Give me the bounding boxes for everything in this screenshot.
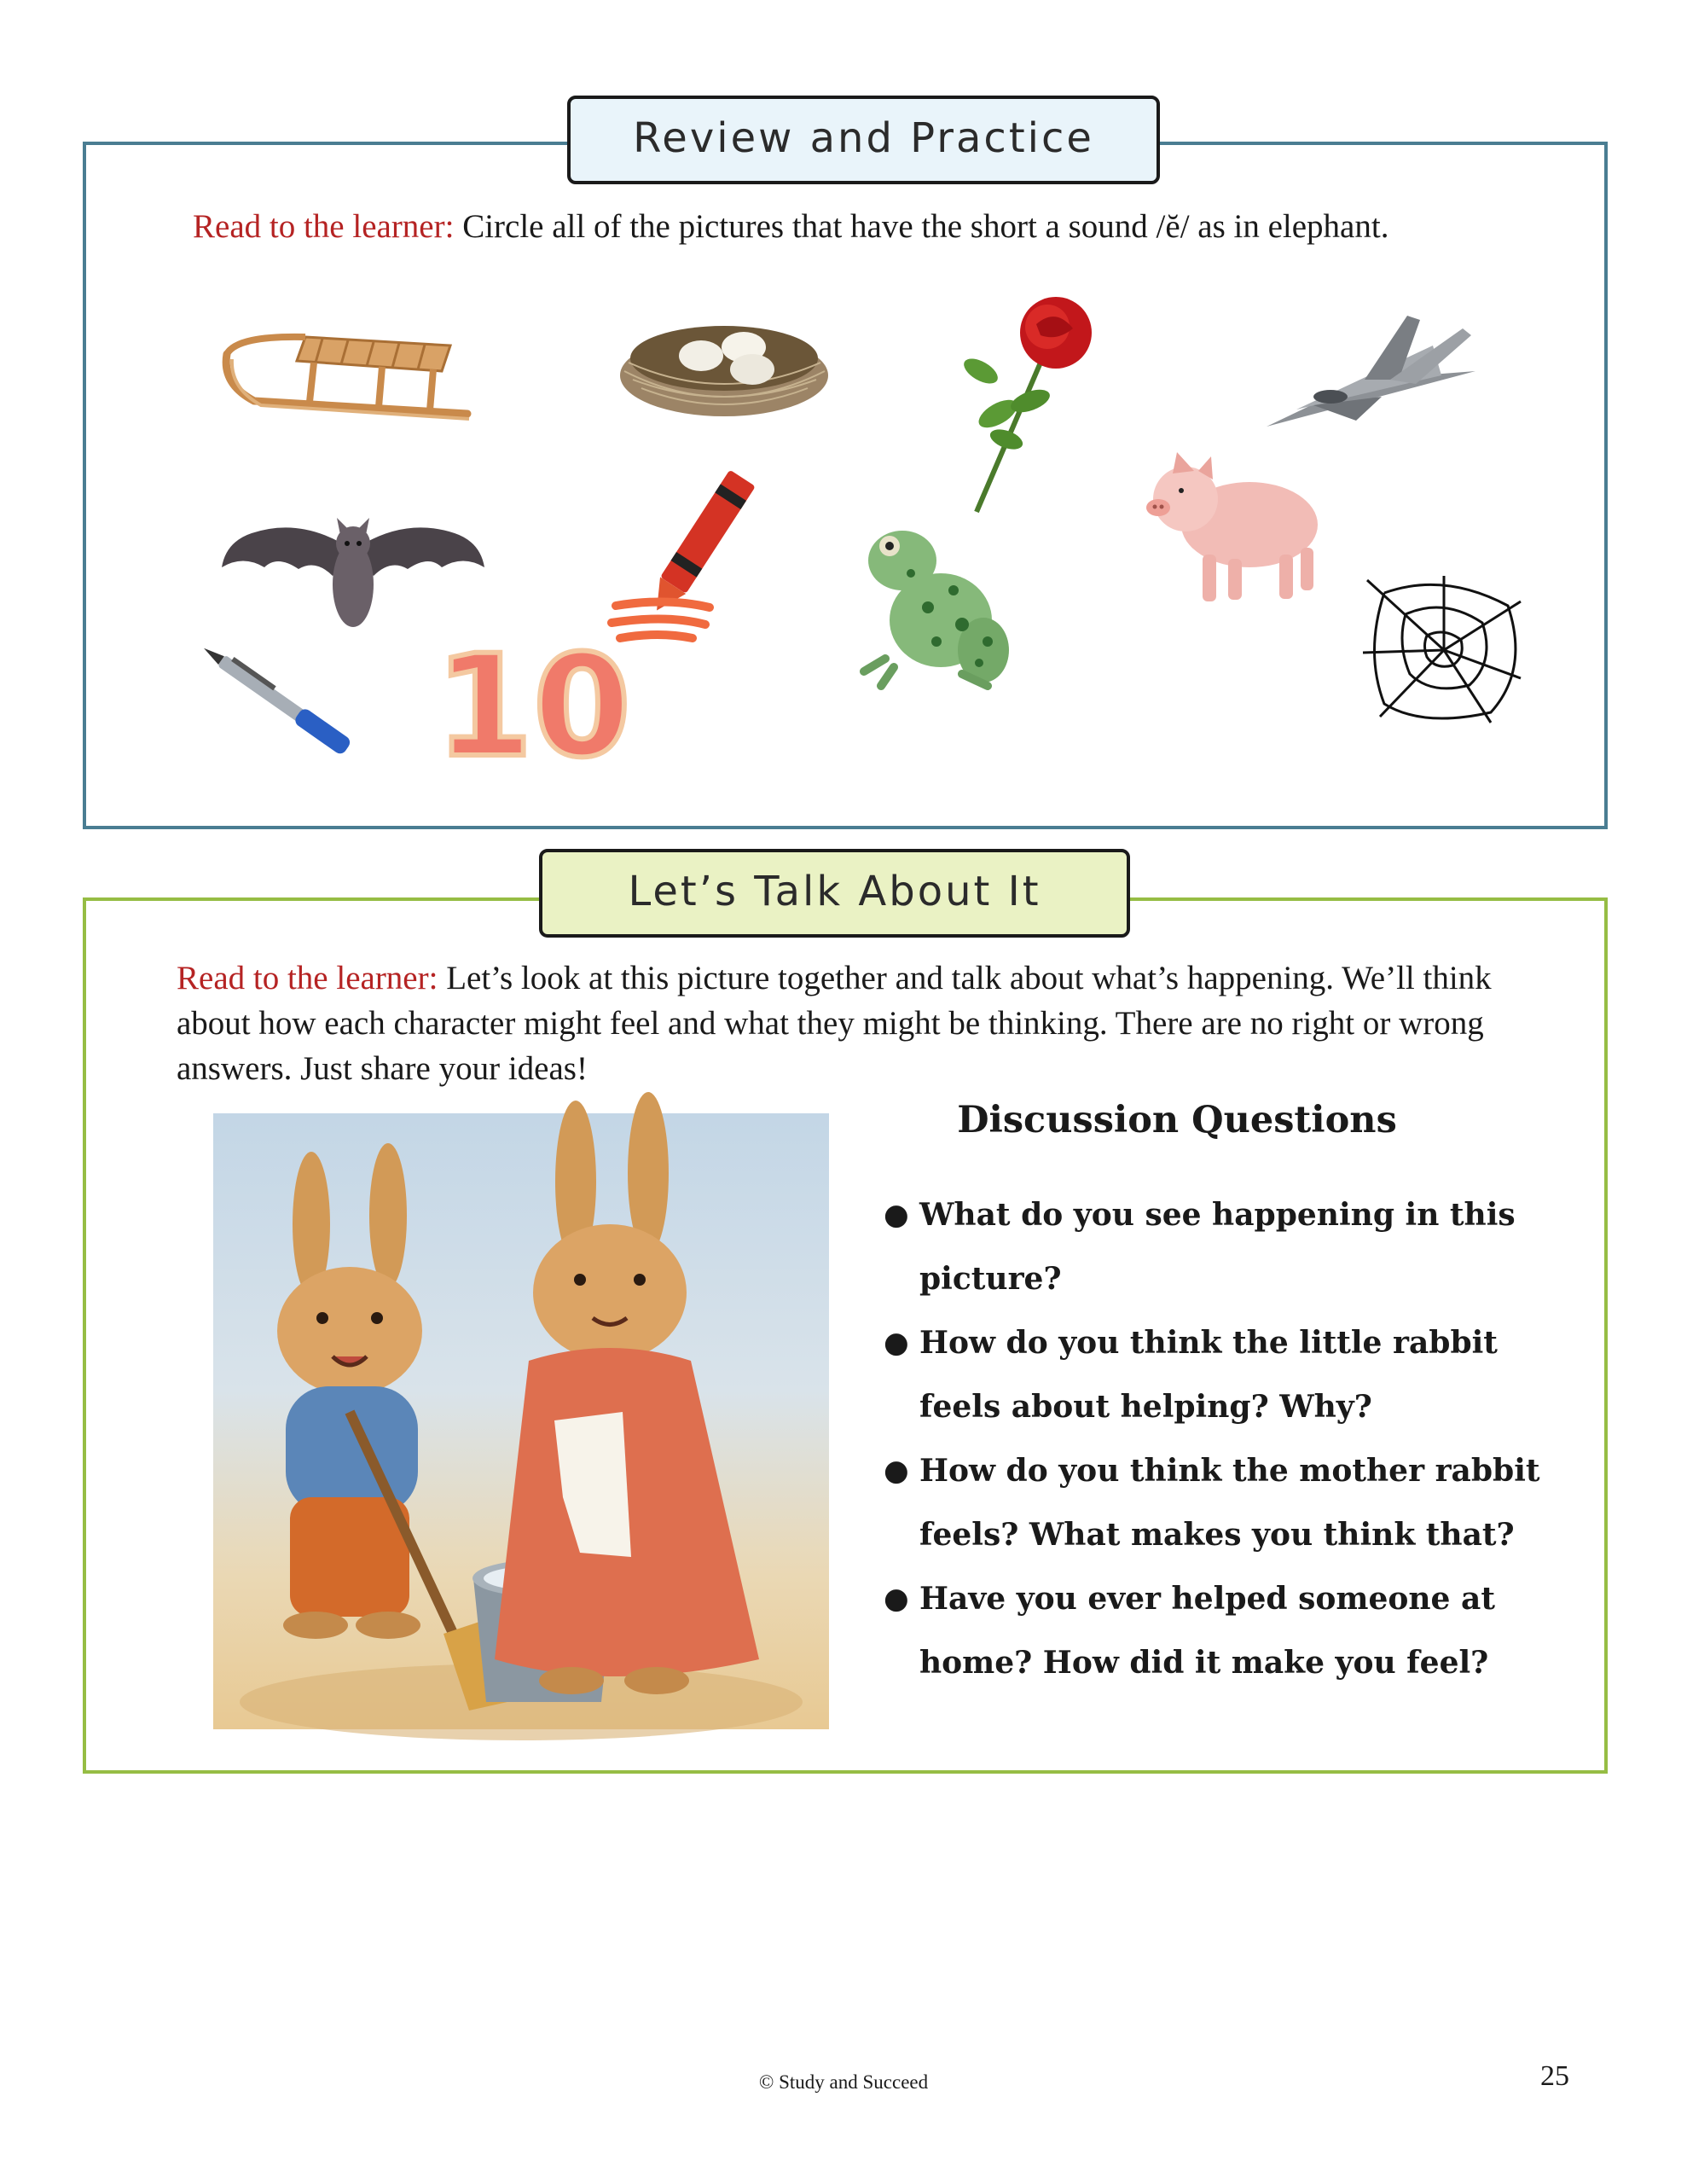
- nest-icon[interactable]: [616, 294, 833, 422]
- instruction-lead: Read to the learner:: [177, 960, 438, 996]
- bat-icon[interactable]: [217, 516, 489, 634]
- sled-icon[interactable]: [220, 320, 484, 435]
- jet-icon[interactable]: [1262, 311, 1480, 429]
- question-text: Have you ever helped someone at home? How did it make you feel?: [919, 1581, 1495, 1681]
- review-practice-header: Review and Practice: [567, 96, 1160, 184]
- instruction-lead: Read to the learner:: [193, 208, 455, 245]
- review-instruction: [193, 204, 1557, 249]
- question-text: What do you see happening in this picture?: [919, 1197, 1516, 1297]
- rabbits-illustration: [213, 1113, 829, 1729]
- talk-instruction: [177, 956, 1541, 1091]
- list-item: [878, 1567, 1552, 1695]
- number-ten-label: 10: [435, 624, 631, 788]
- pen-icon[interactable]: [192, 640, 358, 759]
- crayon-icon[interactable]: [607, 461, 742, 644]
- page-number: 25: [1540, 2060, 1569, 2092]
- list-item: [878, 1183, 1552, 1311]
- talk-about-it-header: Let’s Talk About It: [539, 849, 1130, 938]
- question-text: How do you think the little rabbit feels about helping? Why?: [919, 1325, 1498, 1425]
- number-ten: [435, 624, 631, 788]
- instruction-text: Let’s look at this picture together and talk about what’s happening. We’ll think about how each character might feel and what they might be thinking. There are no right or wrong answers. Just share your ideas!: [177, 960, 1492, 1087]
- footer-copyright: © Study and Succeed: [758, 2071, 929, 2093]
- discussion-question-list: [878, 1183, 1552, 1695]
- discussion-questions-title: Discussion Questions: [957, 1099, 1397, 1141]
- bullet-icon: ●: [884, 1582, 909, 1616]
- bullet-icon: ●: [884, 1198, 909, 1232]
- instruction-text: Circle all of the pictures that have the short a sound /ĕ/ as in elephant.: [454, 208, 1389, 245]
- bullet-icon: ●: [884, 1454, 909, 1488]
- list-item: [878, 1311, 1552, 1439]
- rose-icon[interactable]: [955, 294, 1113, 516]
- bullet-icon: ●: [884, 1326, 909, 1360]
- frog-icon[interactable]: [860, 522, 1010, 688]
- web-icon[interactable]: [1363, 576, 1525, 725]
- question-text: How do you think the mother rabbit feels? What makes you think that?: [919, 1453, 1540, 1553]
- list-item: [878, 1439, 1552, 1567]
- pig-icon[interactable]: [1143, 452, 1326, 604]
